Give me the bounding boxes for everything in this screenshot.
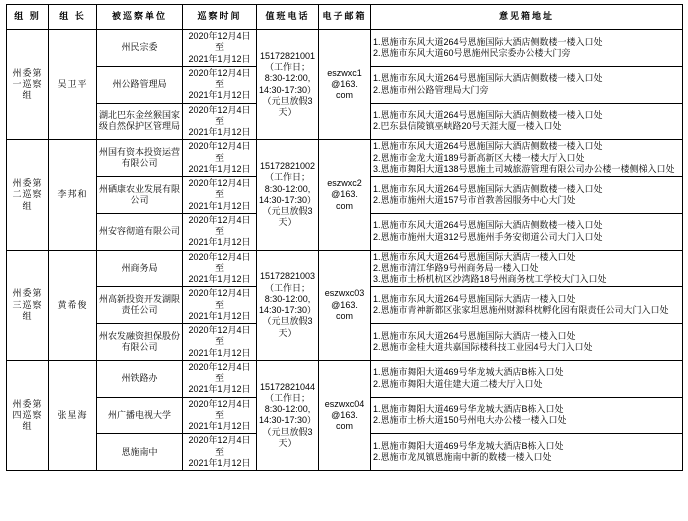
email-line: eszwxc2	[327, 178, 362, 188]
address-cell	[371, 66, 683, 103]
address-cell	[371, 140, 683, 177]
time-line: 2021年1月12日	[188, 90, 251, 101]
phone-line: 15172821001	[259, 50, 316, 61]
phone-cell	[257, 250, 319, 360]
phone-line: （工作日；	[264, 392, 310, 403]
address-line: 1.恩施市东风大道264号恩施国际大酒店侧数楼一楼入口处	[373, 183, 603, 194]
phone-line: 14:30-17:30）	[259, 194, 317, 205]
phone-line: （元旦放假3天）	[262, 206, 313, 228]
email-cell	[319, 30, 371, 140]
time-line: 2021年1月12日	[188, 237, 251, 248]
email-line: @163.	[331, 299, 358, 310]
table-row	[7, 360, 683, 397]
address-line: 3.恩施市舞阳大道138号恩施土司城旅游管理有限公司办公楼一楼侧梯入口处	[373, 163, 675, 174]
time-line: 2020年12月4日至	[188, 178, 251, 200]
time-line: 2020年12月4日至	[188, 325, 251, 347]
phone-cell	[257, 30, 319, 140]
table-row	[7, 140, 683, 177]
unit-cell: 州广播电视大学	[97, 397, 183, 434]
address-cell	[371, 397, 683, 434]
phone-line: （工作日；	[264, 282, 310, 293]
email-line: com	[335, 200, 353, 211]
time-line: 2021年1月12日	[188, 163, 251, 174]
phone-line: （元旦放假3天）	[262, 426, 313, 448]
address-cell	[371, 324, 683, 361]
time-cell	[183, 213, 257, 250]
time-line: 2020年12月4日至	[188, 251, 251, 273]
leader-cell: 李邦和	[49, 140, 97, 250]
leader-cell: 黄希俊	[49, 250, 97, 360]
address-line: 2.恩施市东风大道60号恩施州民宗委办公楼大门旁	[373, 47, 571, 58]
leader-cell: 张星海	[49, 360, 97, 470]
email-line: eszwxc03	[324, 288, 365, 299]
unit-cell: 州农发融资担保股份有限公司	[97, 324, 183, 361]
email-line: @163.	[331, 79, 358, 89]
time-line: 2020年12月4日至	[188, 435, 251, 457]
time-line: 2020年12月4日至	[188, 214, 251, 236]
address-line: 2.恩施市金桂大道共嘉国际楼科技工业园4号大门入口处	[373, 341, 593, 352]
phone-line: 14:30-17:30）	[259, 84, 317, 95]
phone-line: 15172821002	[259, 161, 316, 172]
address-line: 1.恩施市东风大道264号恩施国际大酒店侧数楼一楼入口处	[373, 73, 603, 84]
time-line: 2020年12月4日至	[188, 67, 251, 89]
unit-cell: 州公路管理局	[97, 66, 183, 103]
phone-line: （工作日；	[264, 62, 310, 73]
table-row	[7, 30, 683, 67]
phone-line: 14:30-17:30）	[259, 415, 317, 426]
address-cell	[371, 103, 683, 140]
time-line: 2021年1月12日	[188, 421, 251, 431]
address-cell	[371, 30, 683, 67]
header-phone: 值班电话	[257, 5, 319, 30]
unit-cell: 湖北巴东金丝猴国家级自然保护区管理局	[97, 103, 183, 140]
header-time: 巡察时间	[183, 5, 257, 30]
time-line: 2021年1月12日	[188, 347, 251, 358]
time-line: 2020年12月4日至	[188, 141, 251, 163]
time-line: 2021年1月12日	[188, 53, 251, 64]
address-cell	[371, 213, 683, 250]
address-line: 1.恩施市东风大道264号恩施国际大酒店侧数楼一楼入口处	[373, 220, 603, 231]
address-line: 3.恩施市土桥机杭区沙湾路18号州商务枕工学校大门入口处	[373, 274, 607, 284]
address-line: 2.恩施市施州大道157号市首教善园服务中心大门处	[373, 194, 576, 205]
time-cell	[183, 360, 257, 397]
table-header	[7, 5, 683, 30]
time-cell	[183, 250, 257, 287]
phone-line: （元旦放假3天）	[262, 316, 313, 338]
group-cell: 州委第三巡察组	[7, 250, 49, 360]
address-line: 1.恩施市东风大道264号恩施国际大酒店一楼入口处	[373, 293, 576, 304]
unit-cell: 州国有资本投资运营有限公司	[97, 140, 183, 177]
time-cell	[183, 397, 257, 434]
address-line: 1.恩施市舞阳大道469号华龙城大酒店B栋入口处	[373, 367, 564, 378]
address-line: 1.恩施市东风大道264号恩施国际大酒店一楼入口处	[373, 330, 576, 341]
address-line: 2.恩施市土桥大道150号州电大办公楼一楼入口处	[373, 415, 567, 426]
time-line: 2021年1月12日	[188, 274, 251, 284]
time-line: 2021年1月12日	[188, 200, 251, 211]
address-line: 1.恩施市东风大道264号恩施国际大酒店侧数楼一楼入口处	[373, 141, 603, 152]
email-line: @163.	[331, 189, 358, 200]
phone-cell	[257, 140, 319, 250]
inspection-table	[6, 4, 683, 471]
time-cell	[183, 66, 257, 103]
email-line: eszwxc1	[327, 67, 362, 78]
phone-line: 8:30-12:00,	[264, 183, 311, 194]
time-line: 2021年1月12日	[188, 127, 251, 137]
group-cell: 州委第一巡察组	[7, 30, 49, 140]
address-cell	[371, 250, 683, 287]
table-row	[7, 250, 683, 287]
time-line: 2020年12月4日至	[188, 104, 251, 126]
phone-line: 8:30-12:00,	[264, 404, 311, 415]
table-body	[7, 30, 683, 471]
time-line: 2021年1月12日	[188, 310, 251, 321]
address-line: 1.恩施市东风大道264号恩施国际大酒店一楼入口处	[373, 251, 576, 262]
address-cell	[371, 434, 683, 471]
leader-cell: 吴卫平	[49, 30, 97, 140]
time-line: 2021年1月12日	[188, 457, 251, 468]
phone-line: 15172821044	[259, 381, 316, 392]
address-cell	[371, 287, 683, 324]
unit-cell: 州高新投资开发湖限责任公司	[97, 287, 183, 324]
address-line: 2.恩施市施州大道312号恩施州手务安彻道公司大门入口处	[373, 231, 603, 242]
time-cell	[183, 324, 257, 361]
email-line: eszwxc04	[324, 398, 365, 409]
address-line: 2.恩施市金龙大道189号新高新区大楼一楼大厅入口处	[373, 152, 585, 163]
email-line: @163.	[331, 409, 358, 420]
phone-line: （工作日；	[264, 172, 310, 183]
time-cell	[183, 177, 257, 214]
header-unit: 被巡察单位	[97, 5, 183, 30]
email-cell	[319, 140, 371, 250]
address-line: 1.恩施市舞阳大道469号华龙城大酒店B栋入口处	[373, 440, 564, 451]
group-cell: 州委第二巡察组	[7, 140, 49, 250]
unit-cell: 州硒康农业发展有限公司	[97, 177, 183, 214]
time-cell	[183, 103, 257, 140]
header-address: 意见箱地址	[371, 5, 683, 30]
address-line: 2.巴东县信陵镇巫峡路20号天涯大厦一楼入口处	[373, 121, 562, 132]
header-group: 组 别	[7, 5, 49, 30]
time-cell	[183, 140, 257, 177]
email-cell	[319, 250, 371, 360]
time-cell	[183, 287, 257, 324]
phone-line: 14:30-17:30）	[259, 305, 317, 316]
address-line: 2.恩施市州公路管理局大门旁	[373, 84, 489, 95]
address-line: 2.恩施市龙凤镇恩施南中新的数楼一楼入口处	[373, 452, 552, 463]
address-line: 1.恩施市舞阳大道469号华龙城大酒店B栋入口处	[373, 404, 564, 415]
phone-line: 8:30-12:00,	[264, 293, 311, 304]
address-line: 2.恩施市清江华路9号州商务局一楼入口处	[373, 262, 539, 273]
group-cell: 州委第四巡察组	[7, 360, 49, 470]
address-cell	[371, 360, 683, 397]
unit-cell: 州商务局	[97, 250, 183, 287]
unit-cell: 州民宗委	[97, 30, 183, 67]
phone-line: （元旦放假3天）	[262, 95, 313, 118]
email-cell	[319, 360, 371, 470]
phone-cell	[257, 360, 319, 470]
email-line: com	[335, 421, 353, 431]
time-line: 2020年12月4日至	[188, 398, 251, 420]
email-line: com	[335, 310, 353, 321]
time-line: 2021年1月12日	[188, 384, 251, 395]
address-cell	[371, 177, 683, 214]
phone-line: 15172821003	[259, 271, 316, 282]
unit-cell: 州安容彻道有限公司	[97, 213, 183, 250]
address-line: 2.恩施市青神新都区张家坦恩施州财源科枕孵化园有限责任公司大门入口处	[373, 305, 669, 316]
unit-cell: 恩施南中	[97, 434, 183, 471]
time-line: 2020年12月4日至	[188, 288, 251, 310]
phone-line: 8:30-12:00,	[264, 73, 311, 84]
header-mail: 电子邮箱	[319, 5, 371, 30]
address-line: 1.恩施市东风大道264号恩施国际大酒店侧数楼一楼入口处	[373, 110, 603, 121]
time-cell	[183, 30, 257, 67]
address-line: 2.恩施市舞阳大道住建大道二楼大厅入口处	[373, 378, 543, 389]
header-row	[7, 5, 683, 30]
unit-cell: 州铁路办	[97, 360, 183, 397]
time-line: 2020年12月4日至	[188, 31, 251, 53]
email-line: com	[335, 90, 353, 101]
address-line: 1.恩施市东风大道264号恩施国际大酒店侧数楼一楼入口处	[373, 36, 603, 47]
time-line: 2020年12月4日至	[188, 361, 251, 383]
header-leader: 组 长	[49, 5, 97, 30]
time-cell	[183, 434, 257, 471]
